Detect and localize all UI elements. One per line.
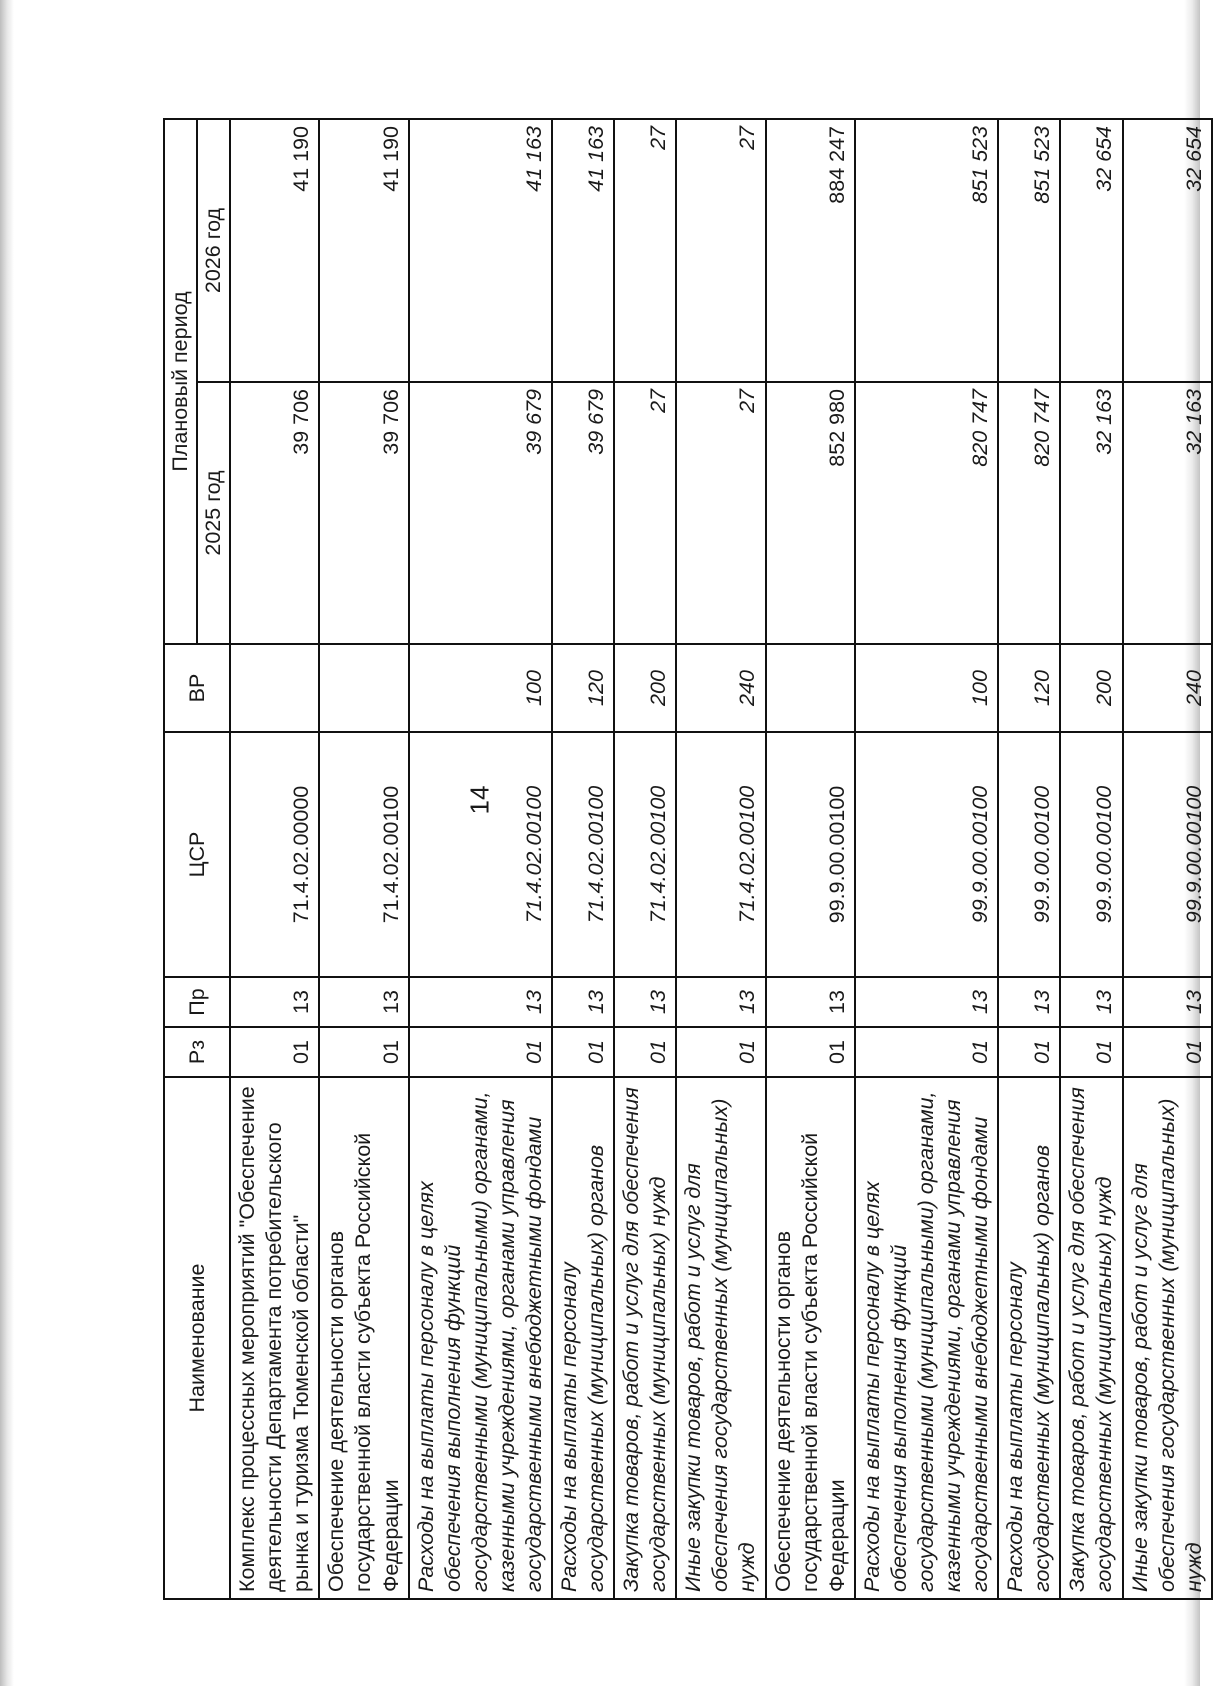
row-vr-cell xyxy=(766,644,855,732)
row-vr-cell: 120 xyxy=(998,644,1060,732)
table-row xyxy=(614,119,676,1599)
row-csr-cell: 99.9.00.00100 xyxy=(1123,732,1212,977)
row-pr-cell: 13 xyxy=(409,977,552,1027)
header-name: Наименование xyxy=(164,1077,230,1599)
row-2026-value: 884 247 xyxy=(766,119,855,382)
row-2025-value: 32 163 xyxy=(1060,382,1122,644)
row-2026-value: 32 654 xyxy=(1060,119,1122,382)
row-name-cell: Иные закупки товаров, работ и услуг для обеспечения государственных (муниципальных) нужд xyxy=(1123,1077,1212,1599)
row-csr-cell: 71.4.02.00000 xyxy=(230,732,319,977)
table-row xyxy=(1123,119,1212,1599)
row-csr-cell: 99.9.00.00100 xyxy=(1060,732,1122,977)
row-name-cell: Закупка товаров, работ и услуг для обеспечения государственных (муниципальных) нужд xyxy=(614,1077,676,1599)
table-body xyxy=(230,119,1212,1599)
row-2025-value: 39 706 xyxy=(230,382,319,644)
header-year-2025: 2025 год xyxy=(197,382,230,644)
row-pr-cell: 13 xyxy=(766,977,855,1027)
row-vr-cell: 200 xyxy=(1060,644,1122,732)
scan-edge-left xyxy=(0,0,14,1686)
row-csr-cell: 71.4.02.00100 xyxy=(676,732,765,977)
row-csr-cell: 71.4.02.00100 xyxy=(319,732,408,977)
table-row xyxy=(552,119,614,1599)
row-name-cell: Расходы на выплаты персоналу государственных (муниципальных) органов xyxy=(552,1077,614,1599)
row-vr-cell: 120 xyxy=(552,644,614,732)
row-pr-cell: 13 xyxy=(230,977,319,1027)
row-vr-cell xyxy=(230,644,319,732)
row-pr-cell: 13 xyxy=(676,977,765,1027)
table-row xyxy=(998,119,1060,1599)
table-row xyxy=(409,119,552,1599)
row-name-cell: Обеспечение деятельности органов государственной власти субъекта Российской Федерации xyxy=(319,1077,408,1599)
row-2025-value: 27 xyxy=(676,382,765,644)
row-rz-cell: 01 xyxy=(1060,1027,1122,1077)
table-row xyxy=(855,119,998,1599)
row-name-cell: Расходы на выплаты персоналу в целях обеспечения выполнения функций государственными (муниципальными) органами, казенными учреждениями, органами управления государственными внебюджетными фондами xyxy=(855,1077,998,1599)
row-pr-cell: 13 xyxy=(1123,977,1212,1027)
header-planned-period: Плановый период xyxy=(164,119,197,644)
row-name-cell: Обеспечение деятельности органов государственной власти субъекта Российской Федерации xyxy=(766,1077,855,1599)
row-pr-cell: 13 xyxy=(998,977,1060,1027)
row-vr-cell: 200 xyxy=(614,644,676,732)
rotated-table-container xyxy=(163,120,1206,1600)
row-2026-value: 41 190 xyxy=(319,119,408,382)
row-2026-value: 27 xyxy=(614,119,676,382)
row-csr-cell: 99.9.00.00100 xyxy=(998,732,1060,977)
row-rz-cell: 01 xyxy=(766,1027,855,1077)
row-2025-value: 39 679 xyxy=(409,382,552,644)
row-2025-value: 27 xyxy=(614,382,676,644)
row-rz-cell: 01 xyxy=(855,1027,998,1077)
row-rz-cell: 01 xyxy=(1123,1027,1212,1077)
row-rz-cell: 01 xyxy=(230,1027,319,1077)
row-csr-cell: 99.9.00.00100 xyxy=(766,732,855,977)
table-row xyxy=(766,119,855,1599)
page-number: 14 xyxy=(464,785,495,815)
row-csr-cell: 99.9.00.00100 xyxy=(855,732,998,977)
row-2025-value: 820 747 xyxy=(998,382,1060,644)
row-rz-cell: 01 xyxy=(552,1027,614,1077)
header-row-top xyxy=(164,119,197,1599)
row-vr-cell xyxy=(319,644,408,732)
row-rz-cell: 01 xyxy=(614,1027,676,1077)
row-name-cell: Закупка товаров, работ и услуг для обеспечения государственных (муниципальных) нужд xyxy=(1060,1077,1122,1599)
row-rz-cell: 01 xyxy=(676,1027,765,1077)
row-2025-value: 32 163 xyxy=(1123,382,1212,644)
row-pr-cell: 13 xyxy=(319,977,408,1027)
row-2025-value: 820 747 xyxy=(855,382,998,644)
row-pr-cell: 13 xyxy=(1060,977,1122,1027)
row-name-cell: Комплекс процессных мероприятий "Обеспечение деятельности Департамента потребительского рынка и туризма Тюменской области" xyxy=(230,1077,319,1599)
row-vr-cell: 100 xyxy=(409,644,552,732)
table-row xyxy=(230,119,319,1599)
row-rz-cell: 01 xyxy=(319,1027,408,1077)
row-2026-value: 851 523 xyxy=(998,119,1060,382)
header-rz: Рз xyxy=(164,1027,230,1077)
row-vr-cell: 240 xyxy=(676,644,765,732)
row-2026-value: 851 523 xyxy=(855,119,998,382)
table-row xyxy=(319,119,408,1599)
row-csr-cell: 71.4.02.00100 xyxy=(614,732,676,977)
row-name-cell: Иные закупки товаров, работ и услуг для обеспечения государственных (муниципальных) нужд xyxy=(676,1077,765,1599)
row-2026-value: 27 xyxy=(676,119,765,382)
row-vr-cell: 240 xyxy=(1123,644,1212,732)
row-name-cell: Расходы на выплаты персоналу в целях обеспечения выполнения функций государственными (муниципальными) органами, казенными учреждениями, органами управления государственными внебюджетными фондами xyxy=(409,1077,552,1599)
table-row xyxy=(1060,119,1122,1599)
row-2026-value: 41 163 xyxy=(409,119,552,382)
row-vr-cell: 100 xyxy=(855,644,998,732)
row-2026-value: 41 163 xyxy=(552,119,614,382)
row-pr-cell: 13 xyxy=(614,977,676,1027)
row-2026-value: 41 190 xyxy=(230,119,319,382)
header-csr: ЦСР xyxy=(164,732,230,977)
table-row xyxy=(676,119,765,1599)
header-vr: ВР xyxy=(164,644,230,732)
header-pr: Пр xyxy=(164,977,230,1027)
row-pr-cell: 13 xyxy=(855,977,998,1027)
row-2026-value: 32 654 xyxy=(1123,119,1212,382)
row-csr-cell: 71.4.02.00100 xyxy=(409,732,552,977)
row-rz-cell: 01 xyxy=(998,1027,1060,1077)
row-csr-cell: 71.4.02.00100 xyxy=(552,732,614,977)
header-year-2026: 2026 год xyxy=(197,119,230,382)
row-name-cell: Расходы на выплаты персоналу государственных (муниципальных) органов xyxy=(998,1077,1060,1599)
row-2025-value: 39 679 xyxy=(552,382,614,644)
row-2025-value: 39 706 xyxy=(319,382,408,644)
budget-table xyxy=(163,118,1213,1600)
row-2025-value: 852 980 xyxy=(766,382,855,644)
row-rz-cell: 01 xyxy=(409,1027,552,1077)
row-pr-cell: 13 xyxy=(552,977,614,1027)
